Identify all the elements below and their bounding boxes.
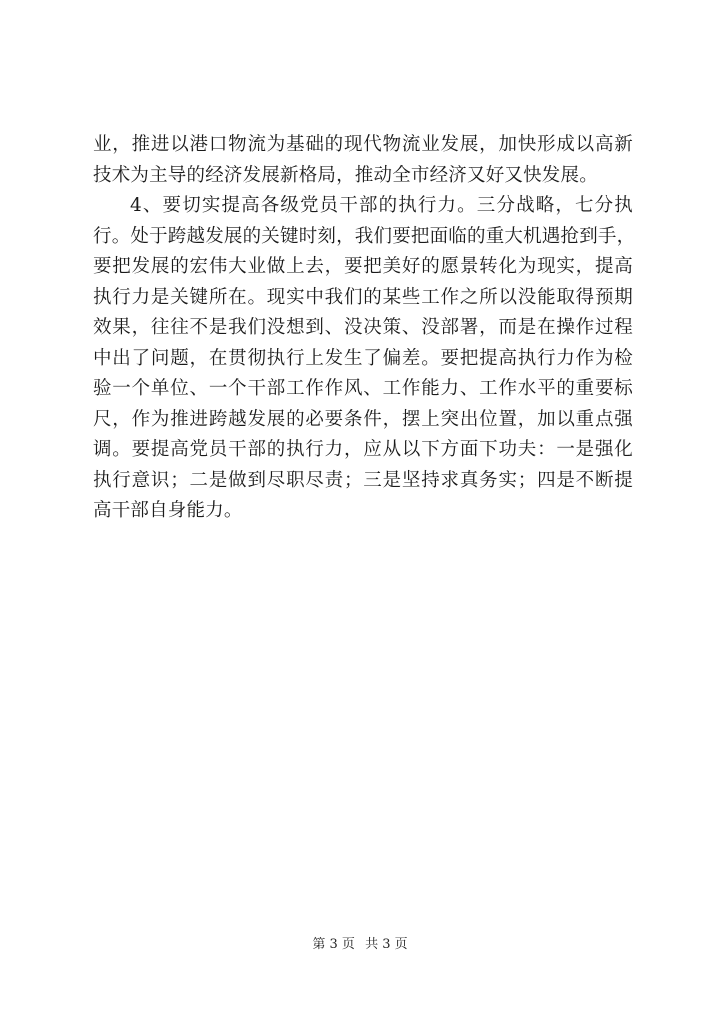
paragraph-line: 技术为主导的经济发展新格局，推动全市经济又好又快发展。: [93, 164, 598, 186]
page-footer: [0, 933, 720, 952]
paragraph-line: 调。要提高党员干部的执行力，应从以下方面下功夫：一是强化: [93, 439, 633, 460]
paragraph-line: 行。处于跨越发展的关键时刻，我们要把面临的重大机遇抢到手，: [93, 225, 636, 247]
paragraph-line: 要把发展的宏伟大业做上去，要把美好的愿景转化为现实，提高: [93, 256, 633, 277]
paragraph-line: 中出了问题，在贯彻执行上发生了偏差。要把提高执行力作为检: [93, 347, 633, 369]
paragraph-line: 尺，作为推进跨越发展的必要条件，摆上突出位置，加以重点强: [93, 408, 633, 430]
paragraph-line: 高干部自身能力。: [93, 500, 243, 521]
paragraph-line: 4、要切实提高各级党员干部的执行力。三分战略，七分执: [130, 195, 633, 216]
page-number: 第 3 页: [312, 937, 355, 952]
paragraph-line: 业，推进以港口物流为基础的现代物流业发展，加快形成以高新: [93, 134, 633, 155]
page-total: 共 3 页: [365, 937, 408, 952]
paragraph-line: 执行意识；二是做到尽职尽责；三是坚持求真务实；四是不断提: [93, 469, 633, 491]
paragraph-line: 验一个单位、一个干部工作作风、工作能力、工作水平的重要标: [93, 378, 633, 399]
paragraph-line: 执行力是关键所在。现实中我们的某些工作之所以没能取得预期: [93, 286, 633, 308]
body-text: [93, 130, 636, 527]
paragraph-line: 效果，往往不是我们没想到、没决策、没部署，而是在操作过程: [93, 317, 633, 338]
